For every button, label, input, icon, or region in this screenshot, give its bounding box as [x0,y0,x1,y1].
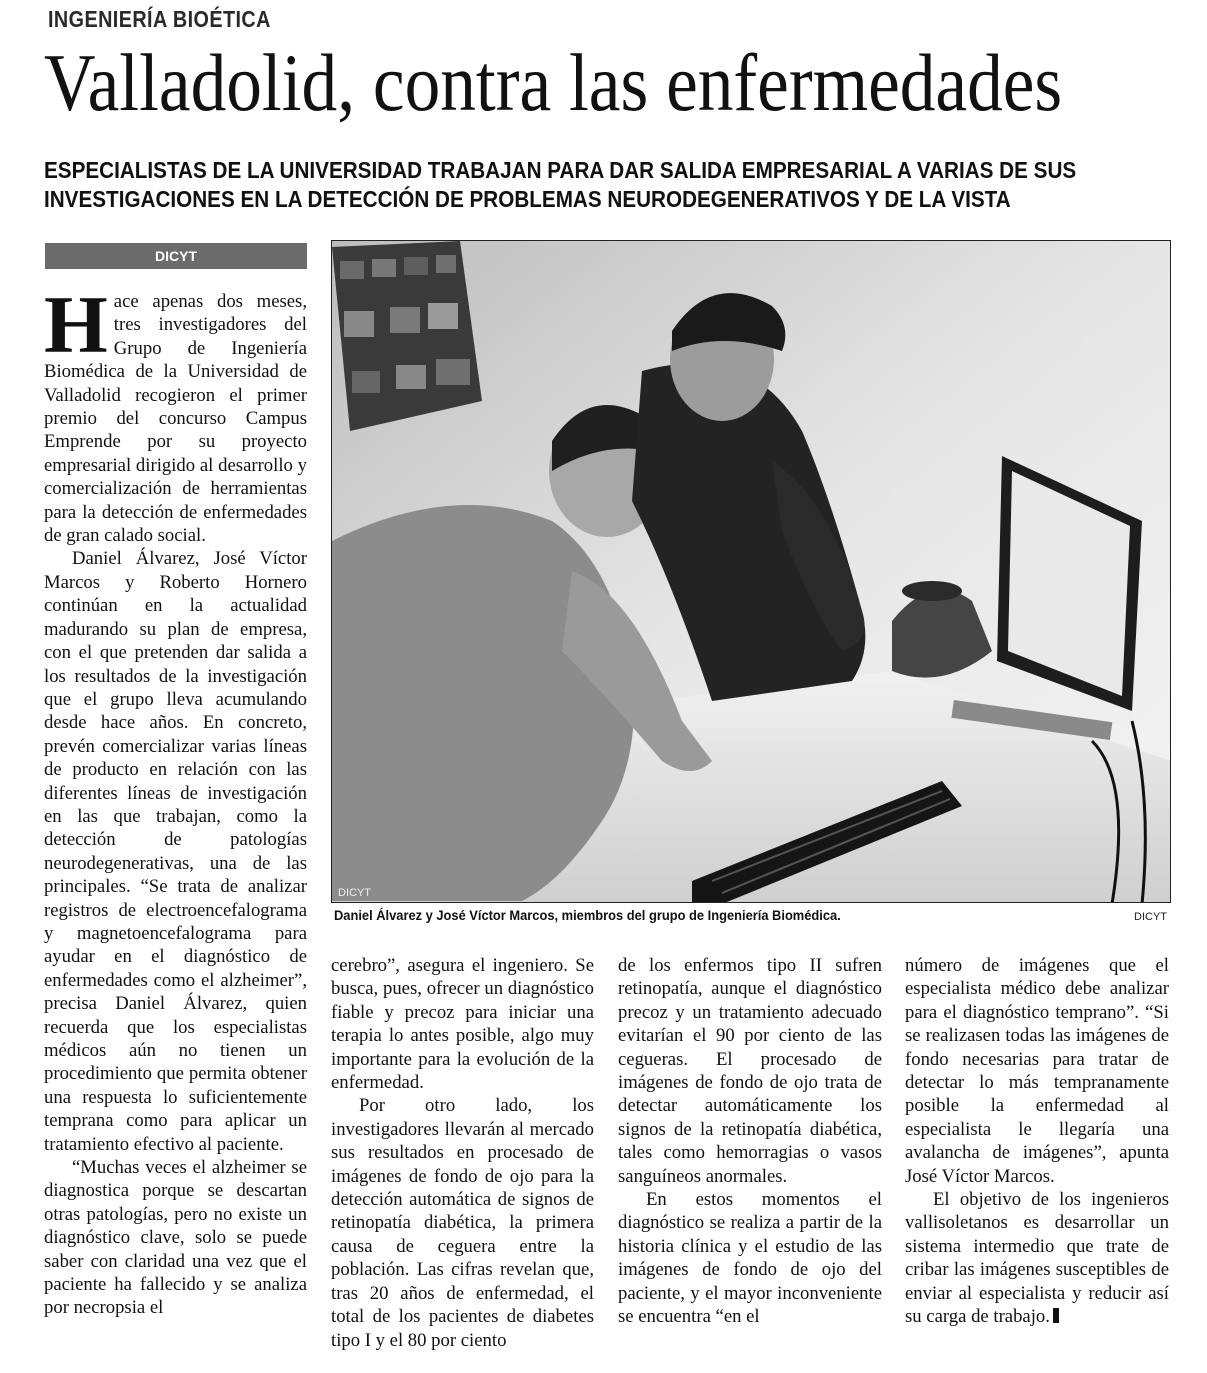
paragraph: número de imágenes que el especialista médico debe analizar para el diagnóstico temprano”. “Si se realizasen todas las imágenes de fondo necesarias para tratar de detectar lo más tempranamente posible la enfermedad al especialista le llegaría una avalancha de imágenes”, apunta José Víctor Marcos. [905,955,1169,1187]
paragraph: de los enfermos tipo II sufren retinopatía, aunque el diagnóstico precoz y un tratamiento adecuado evitarían el 90 por ciento de las cegueras. El procesado de imágenes de fondo de ojo trata de detectar automáticamente los signos de la retinopatía diabética, tales como hemorragias o vasos sanguíneos anormales. [618,955,882,1187]
article-photo [331,240,1171,903]
article-column-3 [618,954,882,1329]
paragraph: Daniel Álvarez, José Víctor Marcos y Roberto Hornero continúan en la actualidad madurando su plan de empresa, con el que pretenden dar salida a los resultados de la investigación que el grupo lleva acumulando desde hace años. En concreto, prevén comercializar varias líneas de producto en relación con las diferentes líneas de investigación en las que trabajan, como la detección de patologías neurodegenerativas, una de las principales. “Se trata de analizar registros de electroencefalograma y magnetoencefalograma para ayudar en el diagnóstico de enfermedades como el alzheimer”, precisa Daniel Álvarez, quien recuerda que los especialistas médicos aún no tienen un procedimiento que permita obtener una respuesta lo suficientemente temprana como para aplicar un tratamiento efectivo al paciente. [44,548,307,1155]
section-label: INGENIERÍA BIOÉTICA [48,6,271,32]
paragraph: “Muchas veces el alzheimer se diagnostica porque se descartan otras patologías, pero no existe un diagnóstico clave, solo se puede saber con claridad una vez que el paciente ha fallecido y se analiza por necropsia el [44,1157,307,1319]
byline-bar [45,243,307,269]
photo-caption: Daniel Álvarez y José Víctor Marcos, miembros del grupo de Ingeniería Biomédica. [334,907,841,923]
photo-credit: DICYT [1134,911,1167,923]
photo-illustration [332,241,1171,903]
wall-calendar [332,241,482,431]
article-column-1 [44,279,307,1320]
paragraph: En estos momentos el diagnóstico se realiza a partir de la historia clínica y el estudio de las imágenes de fondo de ojo del paciente, y el mayor inconveniente se encuentra “en el [618,1189,882,1328]
article-column-2 [331,954,594,1352]
paragraph: cerebro”, asegura el ingeniero. Se busca, pues, ofrecer un diagnóstico fiable y precoz para iniciar una terapia lo antes posible, algo muy importante para la evolución de la enfermedad. [331,955,594,1094]
paragraph: Por otro lado, los investigadores llevarán al mercado sus resultados en procesado de imágenes de fondo de ojo para la detección automática de signos de retinopatía diabética, la primera causa de ceguera entre la población. Las cifras revelan que, tras 20 años de enfermedad, el total de los pacientes de diabetes tipo I y el 80 por ciento [331,1095,594,1351]
headline: Valladolid, contra las enfermedades [44,37,1063,128]
paragraph: Hace apenas dos meses, tres investigadores del Grupo de Ingeniería Biomédica de la Universidad de Valladolid recogieron el primer premio del concurso Campus Emprende por su proyecto empresarial dirigido al desarrollo y comercialización de herramientas para la detección de enfermedades de gran calado social. [44,279,307,547]
drop-cap: H [44,279,108,370]
subheadline: ESPECIALISTAS DE LA UNIVERSIDAD TRABAJAN PARA DAR SALIDA EMPRESARIAL A VARIAS DE SUS INVESTIGACIONES EN LA DETECCIÓN DE PROBLEMAS NEURODEGENERATIVOS Y DE LA VISTA [44,157,1077,212]
photo-watermark: DICYT [338,887,371,899]
article-column-4 [905,954,1169,1329]
end-mark [1053,1308,1059,1323]
paragraph: El objetivo de los ingenieros vallisoletanos es desarrollar un sistema intermedio que trate de cribar las imágenes susceptibles de enviar al especialista y reducir así su carga de trabajo. [905,1189,1169,1328]
byline-text: DICYT [155,248,197,264]
